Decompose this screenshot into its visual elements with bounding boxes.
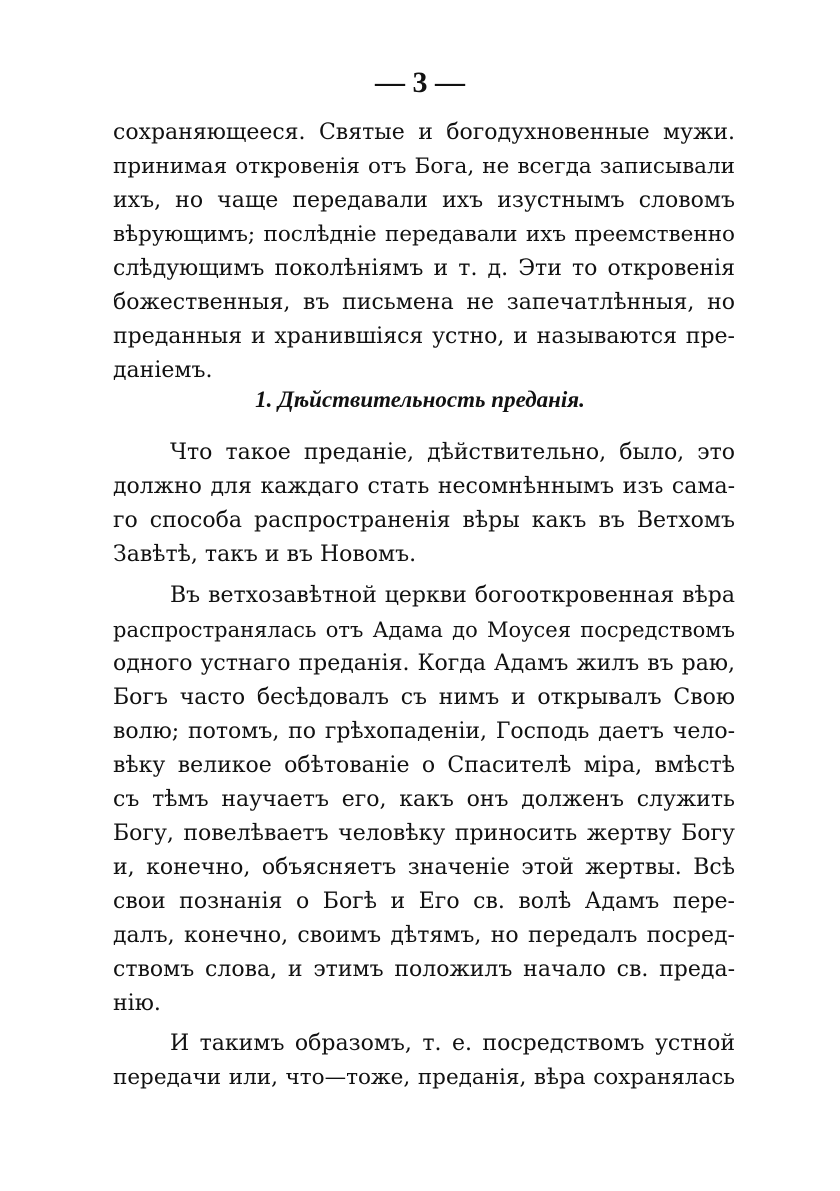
text-line: Въ ветхозавѣтной церкви богооткровенная вѣра xyxy=(170,583,735,608)
text-line: и, конечно, объясняетъ значеніе этой жертвы. Всѣ xyxy=(113,855,735,880)
text-line: съ тѣмъ научаетъ его, какъ онъ долженъ служить xyxy=(113,787,735,812)
text-line: Богу, повелѣваетъ человѣку приносить жертву Богу xyxy=(113,821,735,846)
text-line: свои познанія о Богѣ и Его св. волѣ Адамъ пере- xyxy=(113,889,735,914)
text-line: слѣдующимъ поколѣніямъ и т. д. Эти то откровенія xyxy=(113,256,735,281)
text-line: го способа распространенія вѣры какъ въ Ветхомъ xyxy=(113,508,735,533)
text-line: даніемъ. xyxy=(113,358,213,383)
section-heading: 1. Дѣйствительность преданія. xyxy=(255,387,585,412)
text-line: Завѣтѣ, такъ и въ Новомъ. xyxy=(113,542,417,567)
text-line: распространялась отъ Адама до Моусея посредствомъ xyxy=(113,618,735,642)
text-line: вѣку великое обѣтованіе о Спасителѣ міра, вмѣстѣ xyxy=(113,753,735,778)
text-line: принимая откровенія отъ Бога, не всегда записывали xyxy=(113,154,735,179)
text-line: ствомъ слова, и этимъ положилъ начало св. преда- xyxy=(113,957,735,982)
text-line: одного устнаго преданія. Когда Адамъ жилъ въ раю, xyxy=(113,651,735,676)
text-line: волю; потомъ, по грѣхопаденіи, Господь даетъ чело- xyxy=(113,719,735,744)
text-line: Что такое преданіе, дѣйствительно, было, это xyxy=(170,440,735,465)
text-line: нію. xyxy=(113,991,161,1016)
page-number: — 3 — xyxy=(375,66,465,99)
text-line: должно для каждаго стать несомнѣннымъ изъ сама- xyxy=(113,474,735,499)
text-line: передачи или, что—тоже, преданія, вѣра сохранялась xyxy=(113,1065,735,1090)
text-line: преданныя и хранившіяся устно, и называются пре- xyxy=(113,324,735,349)
text-line: божественныя, въ письмена не запечатлѣнныя, но xyxy=(113,290,735,315)
text-line: сохраняющееся. Святые и богодухновенные мужи. xyxy=(113,120,735,145)
text-line: вѣрующимъ; послѣдніе передавали ихъ преемственно xyxy=(113,222,735,247)
text-line: ихъ, но чаще передавали ихъ изустнымъ словомъ xyxy=(113,188,735,213)
text-line: Богъ часто бесѣдовалъ съ нимъ и открывалъ Свою xyxy=(113,685,735,710)
text-line: далъ, конечно, своимъ дѣтямъ, но передалъ посред- xyxy=(113,923,735,948)
text-line: И такимъ образомъ, т. е. посредствомъ устной xyxy=(170,1031,735,1056)
